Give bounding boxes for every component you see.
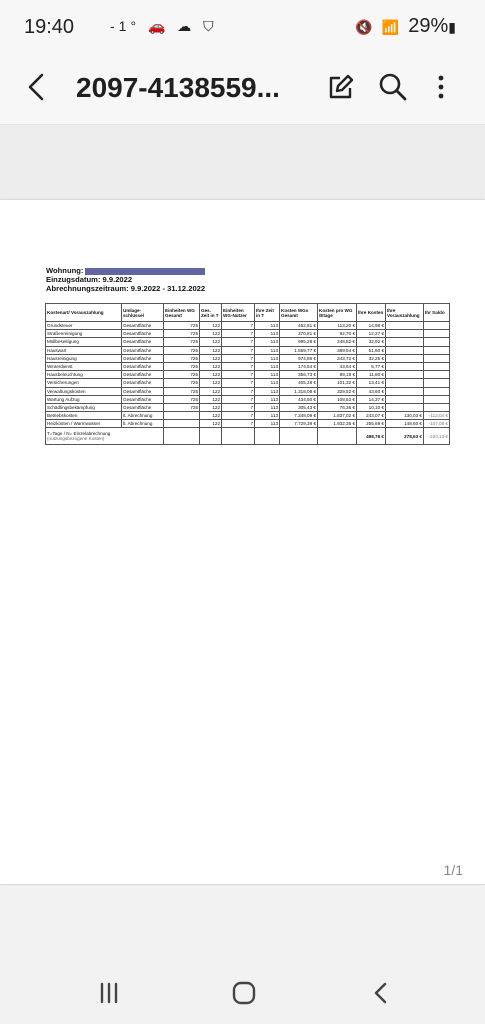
column-header: Kostenart/ Vorauszahlung xyxy=(46,304,122,322)
footer-note-line: T=Tage / N= Einzelabrechnung xyxy=(47,431,111,437)
table-row xyxy=(46,338,450,346)
table-cell xyxy=(424,346,450,354)
table-cell: lt. Abrechnung xyxy=(122,412,164,420)
table-cell: 13,41 € xyxy=(357,379,386,387)
table-cell: 113 xyxy=(255,395,280,403)
table-row xyxy=(46,387,450,395)
table-cell xyxy=(424,379,450,387)
table-row xyxy=(46,371,450,379)
total-cell: -220,13 € xyxy=(424,428,450,445)
cost-table xyxy=(45,303,450,445)
recents-icon[interactable] xyxy=(94,978,124,1008)
column-header: Einheiten WG-Nutzer xyxy=(222,304,255,322)
table-cell: lt. Abrechnung xyxy=(122,420,164,428)
table-cell: Schädlingsbekämpfung xyxy=(46,403,122,411)
table-cell: 10,10 € xyxy=(357,403,386,411)
table-row xyxy=(46,346,450,354)
table-cell xyxy=(424,354,450,362)
table-cell: 113 xyxy=(255,354,280,362)
table-cell: 725 xyxy=(164,395,200,403)
table-cell: 148,60 € xyxy=(386,420,424,428)
table-cell: 725 xyxy=(164,379,200,387)
table-cell xyxy=(386,379,424,387)
table-cell: 7 xyxy=(222,371,255,379)
table-cell xyxy=(164,420,200,428)
table-cell: 14,98 € xyxy=(357,322,386,330)
table-cell: 122 xyxy=(200,412,222,420)
app-toolbar xyxy=(0,52,485,125)
table-cell: 725 xyxy=(164,346,200,354)
status-left-icons xyxy=(110,18,218,35)
system-nav-bar xyxy=(0,962,485,1024)
table-cell: Gesamtfläche xyxy=(122,379,164,387)
table-cell: Betriebskosten xyxy=(46,412,122,420)
table-cell: 725 xyxy=(164,403,200,411)
table-cell: Gesamtfläche xyxy=(122,387,164,395)
table-cell: 122 xyxy=(200,403,222,411)
table-cell: 122 xyxy=(200,322,222,330)
column-header: Umlage-schlüssel xyxy=(122,304,164,322)
zeitraum-line: Abrechnungszeitraum: 9.9.2022 - 31.12.2022 xyxy=(46,284,206,294)
table-row xyxy=(46,403,450,411)
table-cell: Gesamtfläche xyxy=(122,330,164,338)
table-cell: 7 xyxy=(222,346,255,354)
table-cell xyxy=(424,387,450,395)
table-cell: Straßenreinigung xyxy=(46,330,122,338)
table-cell: Grundsteuer xyxy=(46,322,122,330)
table-cell xyxy=(424,362,450,370)
table-cell: 113 xyxy=(255,379,280,387)
table-cell: 329,52 € xyxy=(318,387,357,395)
table-cell: Gesamtfläche xyxy=(122,362,164,370)
table-cell: 113,20 € xyxy=(318,322,357,330)
table-cell: 122 xyxy=(200,371,222,379)
temperature: -1° xyxy=(110,18,141,34)
document-viewer[interactable] xyxy=(0,125,485,885)
table-cell: 113 xyxy=(255,412,280,420)
column-header: Ihre Kosten xyxy=(357,304,386,322)
table-cell xyxy=(424,338,450,346)
table-cell xyxy=(386,387,424,395)
table-cell xyxy=(164,428,200,445)
table-cell: Versicherungen xyxy=(46,379,122,387)
table-cell: 43,64 € xyxy=(318,362,357,370)
edit-icon[interactable] xyxy=(324,70,358,104)
table-cell: 7 xyxy=(222,330,255,338)
table-cell: 725 xyxy=(164,354,200,362)
table-cell: 43,60 € xyxy=(357,387,386,395)
table-cell xyxy=(424,403,450,411)
table-header-row xyxy=(46,304,450,322)
table-cell: 113 xyxy=(255,387,280,395)
table-cell: 174,54 € xyxy=(280,362,318,370)
table-row xyxy=(46,395,450,403)
table-row xyxy=(46,330,450,338)
table-cell: 113 xyxy=(255,420,280,428)
table-cell: 76,36 € xyxy=(318,403,357,411)
table-cell: 7 xyxy=(222,395,255,403)
table-cell: 389,94 € xyxy=(318,346,357,354)
total-cell: 278,63 € xyxy=(386,428,424,445)
table-cell: 974,86 € xyxy=(280,354,318,362)
column-header: Kosten WGs Gesamt xyxy=(280,304,318,322)
table-row xyxy=(46,322,450,330)
status-right xyxy=(355,15,465,38)
table-cell: 122 xyxy=(200,354,222,362)
column-header: Ihr Saldo xyxy=(424,304,450,322)
table-cell: 725 xyxy=(164,371,200,379)
table-cell: 113 xyxy=(255,362,280,370)
more-vert-icon[interactable] xyxy=(424,70,458,104)
table-cell xyxy=(424,330,450,338)
column-header: Kosten pro WG /Etage xyxy=(318,304,357,322)
table-cell: 248,82 € xyxy=(318,338,357,346)
table-cell: -113,04 € xyxy=(424,412,450,420)
column-header: Ihre Vorauszahlung xyxy=(386,304,424,322)
table-row xyxy=(46,379,450,387)
document-page xyxy=(0,200,485,884)
table-cell: 32,25 € xyxy=(357,354,386,362)
table-cell: Hausreinigung xyxy=(46,354,122,362)
table-cell: 7.348,09 € xyxy=(280,412,318,420)
table-cell: 122 xyxy=(200,395,222,403)
nav-back-icon[interactable] xyxy=(366,978,396,1008)
table-cell: 113 xyxy=(255,346,280,354)
wohnung-line: Wohnung: xyxy=(46,266,205,275)
status-bar xyxy=(0,0,485,52)
table-cell xyxy=(164,412,200,420)
table-cell: 11,80 € xyxy=(357,371,386,379)
table-cell xyxy=(222,428,255,445)
table-cell: 122 xyxy=(200,330,222,338)
table-cell: 122 xyxy=(200,387,222,395)
table-cell: 356,73 € xyxy=(280,371,318,379)
table-row xyxy=(46,354,450,362)
table-cell: 243,07 € xyxy=(357,412,386,420)
table-cell: 122 xyxy=(200,362,222,370)
footer-note xyxy=(46,428,164,445)
table-cell: 725 xyxy=(164,330,200,338)
table-cell: Hauswart xyxy=(46,346,122,354)
table-cell xyxy=(255,428,280,445)
table-cell: 7 xyxy=(222,379,255,387)
table-cell: 434,50 € xyxy=(280,395,318,403)
table-cell: Gesamtfläche xyxy=(122,346,164,354)
car-icon: 🚗 xyxy=(147,18,170,34)
table-cell: Wartung Aufzug xyxy=(46,395,122,403)
table-cell: Hausbeleuchtung xyxy=(46,371,122,379)
back-arrow-icon[interactable] xyxy=(20,70,54,104)
column-header: Ihre Zeit in T xyxy=(255,304,280,322)
document-title: 2097-4138559... xyxy=(76,72,280,103)
table-cell: Gesamtfläche xyxy=(122,338,164,346)
table-cell xyxy=(386,362,424,370)
table-cell: 1.559,77 € xyxy=(280,346,318,354)
table-cell: Winterdienst xyxy=(46,362,122,370)
table-cell: Müllbeseitigung xyxy=(46,338,122,346)
table-cell: 1.932,35 € xyxy=(318,420,357,428)
table-cell: 7 xyxy=(222,354,255,362)
table-cell: 725 xyxy=(164,362,200,370)
column-header: Ges. Zeit in T xyxy=(200,304,222,322)
table-cell: 7 xyxy=(222,420,255,428)
table-cell: 108,63 € xyxy=(318,395,357,403)
table-cell xyxy=(386,330,424,338)
table-cell: 995,28 € xyxy=(280,338,318,346)
table-cell: 32,92 € xyxy=(357,338,386,346)
table-cell: 51,60 € xyxy=(357,346,386,354)
wifi-icon: 📶 xyxy=(381,19,403,35)
battery-icon: ▮ xyxy=(448,19,459,35)
table-cell xyxy=(424,322,450,330)
table-cell: 725 xyxy=(164,322,200,330)
table-cell: Gesamtfläche xyxy=(122,354,164,362)
table-cell: 7 xyxy=(222,338,255,346)
table-cell: 255,69 € xyxy=(357,420,386,428)
table-cell xyxy=(386,371,424,379)
table-cell: 12,27 € xyxy=(357,330,386,338)
table-cell: 113 xyxy=(255,403,280,411)
table-cell xyxy=(386,403,424,411)
table-cell: 7 xyxy=(222,403,255,411)
table-footer-row xyxy=(46,428,450,445)
table-cell: 452,81 € xyxy=(280,322,318,330)
table-cell xyxy=(386,338,424,346)
shield-icon: ⛉ xyxy=(203,18,218,34)
table-cell: 243,72 € xyxy=(318,354,357,362)
table-cell: 305,43 € xyxy=(280,403,318,411)
column-header: Einheiten WG Gesamt xyxy=(164,304,200,322)
battery-level: 29% xyxy=(408,15,449,37)
table-cell: 14,37 € xyxy=(357,395,386,403)
table-cell: 92,70 € xyxy=(318,330,357,338)
table-cell: 5,77 € xyxy=(357,362,386,370)
search-icon[interactable] xyxy=(376,70,410,104)
cloud-icon: ☁ xyxy=(177,18,196,34)
document-header xyxy=(46,266,205,294)
table-cell: 7 xyxy=(222,362,255,370)
clock: 19:40 xyxy=(24,16,75,38)
table-cell: 405,28 € xyxy=(280,379,318,387)
table-cell: 7.729,39 € xyxy=(280,420,318,428)
table-cell: 89,18 € xyxy=(318,371,357,379)
table-cell: Heizkosten / Warmwasser xyxy=(46,420,122,428)
table-cell: 122 xyxy=(200,379,222,387)
table-cell: 113 xyxy=(255,371,280,379)
table-cell: -107,08 € xyxy=(424,420,450,428)
table-cell: 122 xyxy=(200,346,222,354)
table-cell: 122 xyxy=(200,420,222,428)
table-row xyxy=(46,362,450,370)
table-cell: 725 xyxy=(164,387,200,395)
table-cell: 1.837,02 € xyxy=(318,412,357,420)
table-cell: 122 xyxy=(200,338,222,346)
table-cell: 370,81 € xyxy=(280,330,318,338)
table-cell: 113 xyxy=(255,338,280,346)
page-indicator: 1/1 xyxy=(443,862,463,878)
footer-note-line: (nutzungsbezogene Kosten) xyxy=(47,436,105,442)
table-cell: Verwaltungskosten xyxy=(46,387,122,395)
table-row xyxy=(46,420,450,428)
home-icon[interactable] xyxy=(229,978,259,1008)
mute-icon: 🔇 xyxy=(355,19,376,35)
table-cell: 7 xyxy=(222,387,255,395)
table-cell xyxy=(424,371,450,379)
table-cell: Gesamtfläche xyxy=(122,322,164,330)
table-cell: 1.318,08 € xyxy=(280,387,318,395)
einzug-line: Einzugsdatum: 9.9.2022 xyxy=(46,275,133,285)
table-cell xyxy=(318,428,357,445)
table-cell: 7 xyxy=(222,412,255,420)
table-cell xyxy=(386,354,424,362)
table-cell: 130,03 € xyxy=(386,412,424,420)
table-row xyxy=(46,412,450,420)
table-cell: 725 xyxy=(164,338,200,346)
table-cell: Gesamtfläche xyxy=(122,403,164,411)
table-cell: Gesamtfläche xyxy=(122,371,164,379)
total-cell: 498,76 € xyxy=(357,428,386,445)
table-cell xyxy=(386,322,424,330)
table-cell: 113 xyxy=(255,330,280,338)
table-cell: 7 xyxy=(222,322,255,330)
table-cell xyxy=(386,395,424,403)
table-cell xyxy=(200,428,222,445)
table-cell: Gesamtfläche xyxy=(122,395,164,403)
table-cell: 101,32 € xyxy=(318,379,357,387)
table-cell xyxy=(386,346,424,354)
redaction-mark xyxy=(85,268,205,275)
table-cell: 113 xyxy=(255,322,280,330)
table-cell xyxy=(424,395,450,403)
table-cell xyxy=(280,428,318,445)
